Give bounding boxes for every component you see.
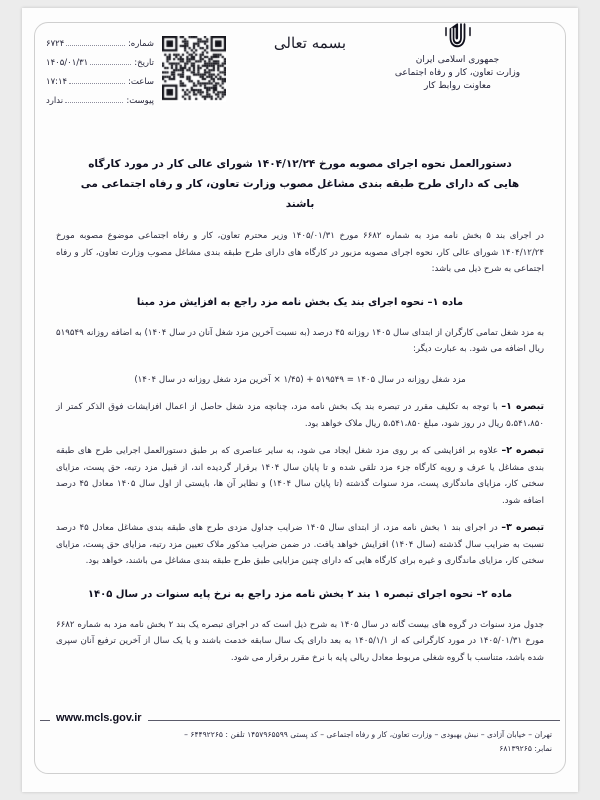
article-1-formula: مزد شغل روزانه در سال ۱۴۰۵ = ۵۱۹۵۴۹ + (۱/۴۵ × آخرین مزد شغل روزانه در سال ۱۴۰۴) (134, 374, 466, 385)
meta-dotted-line (66, 34, 125, 46)
note-label: تبصره ۲– (501, 445, 544, 456)
document-header (22, 8, 578, 140)
meta-value: ۱۷:۱۴ (46, 77, 68, 87)
meta-value: ۱۴۰۵/۰۱/۳۱ (46, 58, 89, 68)
note-label: تبصره ۳– (501, 522, 544, 533)
document-body (56, 148, 544, 666)
note-text: علاوه بر افزایشی که بر روی مزد شغل ایجاد می شود، به سایر عناصری که بر طبق دستورالعمل اجرایی طرح های طبقه بندی مشاغل یا عرف و رویه کارگاه جزء مزد تلقی شده و تا پایان سال ۱۴۰۴ برقرار گردیده اند، از قبیل مزد رتبه، حق پست، مزایای سختی کار، مزایای ماندگاری پست، مزد سنوات گذشته (تا پایان سال ۱۴۰۴) و نظایر آن ها، بایستی از اول سال ۱۴۰۵ معادل ۴۵ درصد اضافه شود. (56, 446, 544, 506)
article-1-note-2 (56, 443, 544, 509)
article-2-body: جدول مزد سنوات در گروه های بیست گانه در سال ۱۴۰۵ به شرح ذیل است که در اجرای تبصره یک بند ۲ بخش نامه مزد به شماره ۶۶۸۲ مورخ ۱۴۰۵/۰۱/۳۱ در مورد کارگرانی که از ۱۴۰۵/۱/۱ به بعد دارای یک سال سابقه خدمت باشند و یا یک سال از آخرین ترفیع آنان سپری شده باشد، متناسب با گروه شغلی مربوط معادل ریالی پایه با نرخ مقرر برقرار می شود. (56, 619, 545, 663)
org-line-country: جمهوری اسلامی ایران (415, 55, 500, 65)
meta-value: ۶۷۲۴ (46, 39, 65, 49)
note-text: با توجه به تکلیف مقرر در تبصره بند یک بخش نامه مزد، چنانچه مزد شغل حاصل از اعمال افزایشات فوق الذکر کمتر از ۵،۵۴۱،۸۵۰ ریال در روز شود، مبلغ ۵،۵۴۱،۸۵۰ ریال ملاک خواهد بود. (56, 402, 544, 429)
footer-address: تهران – خیابان آزادی – نبش بهبودی – وزارت تعاون، کار و رفاه اجتماعی – کد پستی ۱۴۵۷۹۶۵۵۹۹ تلفن : ۶۴۴۹۲۲۶۵ – (184, 730, 552, 739)
meta-label: شماره: (127, 39, 154, 49)
meta-row (46, 87, 154, 106)
article-1-note-3 (56, 520, 544, 570)
meta-value: ندارد (46, 96, 64, 106)
footer-fax: نمابر: ۶۸۱۳۹۲۶۵ (499, 744, 552, 753)
note-text: در اجرای بند ۱ بخش نامه مزد، از ابتدای سال ۱۴۰۵ ضرایب جداول مزدی طرح های طبقه بندی مشاغل معادل ۴۵ درصد نسبت به ضرایب سال گذشته (سال ۱۴۰۴) افزایش خواهد یافت. در ضمن ضرایب مذکور ملاک تعیین مزد رتبه، مزایای حق پست، مزایای سختی کار، مزایای ماندگاری و غیره برای کارگاه هایی که دارای چنین مزایایی طبق طرح طبقه بندی مشاغل می باشند، خواهد بود. (56, 523, 544, 566)
organization-block (365, 20, 550, 93)
meta-dotted-line (69, 72, 125, 84)
meta-row (46, 49, 154, 68)
article-1-note-1 (56, 399, 544, 432)
document-metadata (46, 30, 154, 106)
meta-dotted-line (90, 53, 131, 65)
document-sheet (22, 8, 578, 792)
meta-label: تاریخ: (134, 58, 154, 68)
meta-label: پیوست: (126, 96, 154, 106)
page-title: دستورالعمل نحوه اجرای مصوبه مورخ ۱۴۰۴/۱۲/۲۴ شورای عالی کار در مورد کارگاه هایی که دارای طرح طبقه بندی مشاغل مصوب وزارت تعاون، کار و رفاه اجتماعی می باشند (80, 158, 520, 210)
note-label: تبصره ۱– (501, 401, 544, 412)
article-1-heading: ماده ۱– نحوه اجرای بند یک بخش نامه مزد راجع به افزایش مزد مبنا (136, 296, 464, 308)
meta-row (46, 68, 154, 87)
document-footer (40, 710, 560, 766)
intro-paragraph: در اجرای بند ۵ بخش نامه مزد به شماره ۶۶۸۲ مورخ ۱۴۰۵/۰۱/۳۱ وزیر محترم تعاون، کار و رفاه اجتماعی موضوع مصوبه مورخ ۱۴۰۴/۱۲/۲۴ شورای عالی کار، نحوه اجرای مصوبه مزبور در کارگاه های دارای طرح طبقه بندی مشاغل مصوب وزارت تعاون، کار و رفاه اجتماعی به شرح ذیل می باشد: (56, 231, 544, 274)
org-line-deputy: معاونت روابط کار (424, 81, 491, 91)
bismillah-text: بسمه تعالی (273, 34, 346, 52)
article-2-heading: ماده ۲– نحوه اجرای تبصره ۱ بند ۲ بخش نامه مزد راجع به نرخ پایه سنوات در سال ۱۴۰۵ (87, 588, 513, 600)
article-1-body: به مزد شغل تمامی کارگران از ابتدای سال ۱۴۰۵ روزانه ۴۵ درصد (به نسبت آخرین مزد شغل آنان در سال ۱۴۰۴) به اضافه روزانه ۵۱۹۵۴۹ ریال اضافه می شود. به عبارت دیگر: (56, 327, 544, 354)
iran-emblem-icon (365, 20, 550, 52)
document-page (22, 8, 578, 792)
qr-code[interactable] (162, 36, 226, 102)
footer-website-link[interactable]: www.mcls.gov.ir (50, 712, 148, 724)
meta-row (46, 30, 154, 49)
meta-label: ساعت: (128, 77, 154, 87)
organization-names (365, 54, 550, 93)
org-line-ministry: وزارت تعاون، کار و رفاه اجتماعی (394, 68, 521, 78)
meta-dotted-line (65, 91, 123, 103)
